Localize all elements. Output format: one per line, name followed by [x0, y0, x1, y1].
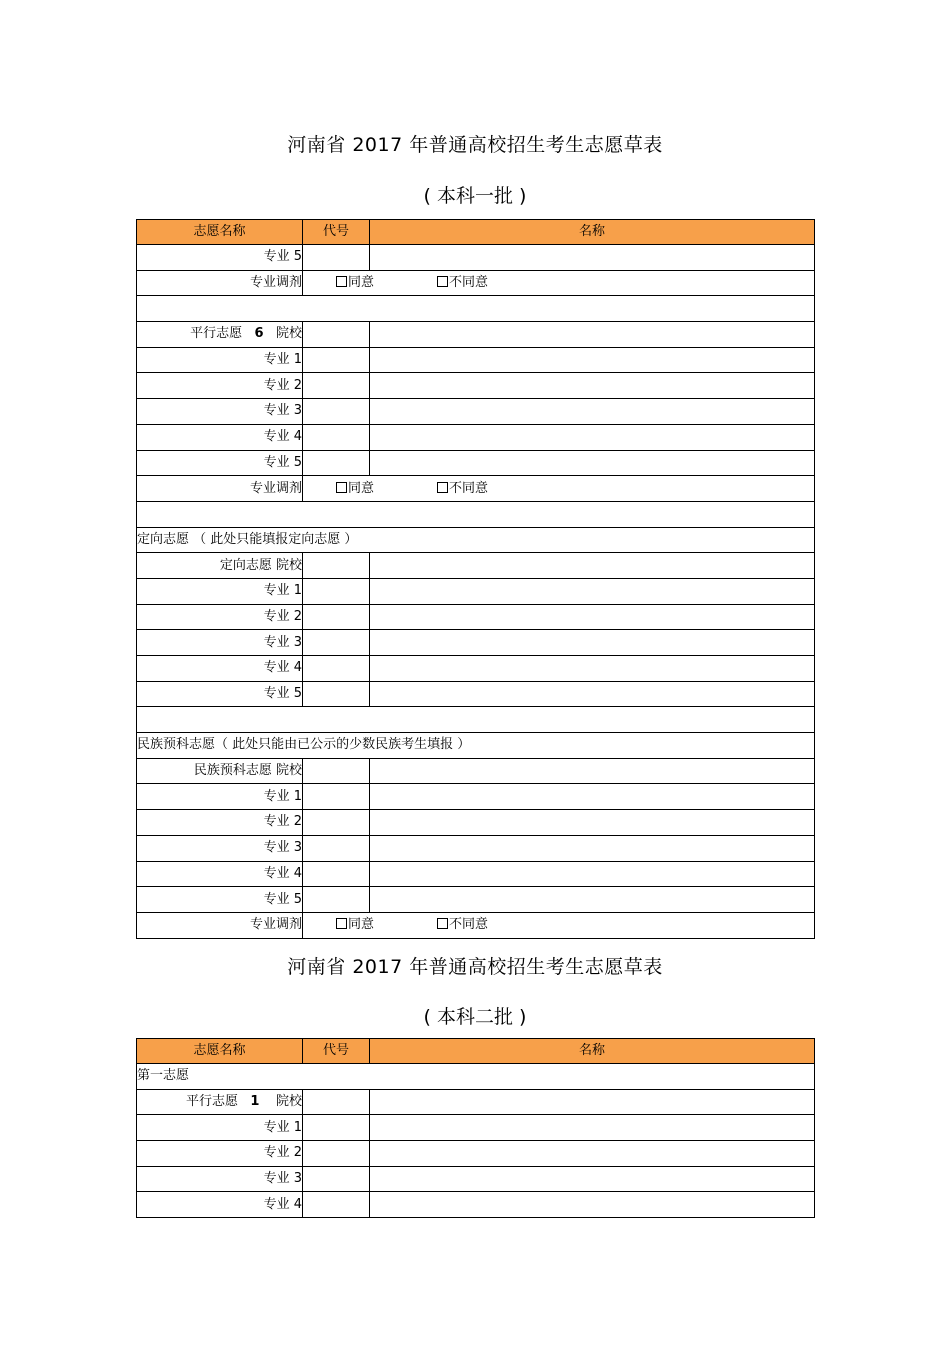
header-title: 名称	[370, 1039, 815, 1064]
row-label: 专业 3	[137, 1166, 303, 1192]
row-label: 专业 5	[137, 681, 303, 707]
name-cell[interactable]	[370, 835, 815, 861]
code-cell[interactable]	[303, 758, 370, 784]
code-cell[interactable]	[303, 245, 370, 271]
adjust-options	[303, 476, 815, 502]
checkbox-icon[interactable]	[437, 482, 448, 493]
name-cell[interactable]	[370, 758, 815, 784]
table-row	[137, 1064, 815, 1090]
school-label: 院校	[275, 326, 302, 342]
row-label: 专业 4	[137, 656, 303, 682]
code-cell[interactable]	[303, 399, 370, 425]
name-cell[interactable]	[370, 450, 815, 476]
name-cell[interactable]	[370, 810, 815, 836]
row-label	[137, 322, 303, 348]
table-row	[137, 707, 815, 733]
checkbox-icon[interactable]	[437, 918, 448, 929]
row-label: 专业 3	[137, 630, 303, 656]
row-label: 专业 3	[137, 399, 303, 425]
sheet1-title: 河南省 2017 年普通高校招生考生志愿草表	[287, 134, 663, 156]
table-row	[137, 347, 815, 373]
table-row	[137, 887, 815, 913]
disagree-option[interactable]	[437, 482, 488, 496]
code-cell[interactable]	[303, 887, 370, 913]
row-label: 民族预科志愿 院校	[137, 758, 303, 784]
code-cell[interactable]	[303, 424, 370, 450]
school-label: 院校	[275, 1094, 302, 1110]
row-label: 专业 2	[137, 1141, 303, 1167]
header-name: 志愿名称	[137, 1039, 303, 1064]
agree-option[interactable]	[336, 918, 374, 932]
table-row	[137, 912, 815, 938]
table-row	[137, 630, 815, 656]
row-label: 专业 1	[137, 347, 303, 373]
row-label: 专业 5	[137, 245, 303, 271]
table-row	[137, 810, 815, 836]
table-row	[137, 245, 815, 271]
name-cell[interactable]	[370, 373, 815, 399]
checkbox-icon[interactable]	[336, 482, 347, 493]
checkbox-icon[interactable]	[336, 276, 347, 287]
name-cell[interactable]	[370, 604, 815, 630]
table-row	[137, 399, 815, 425]
code-cell[interactable]	[303, 656, 370, 682]
name-cell[interactable]	[370, 424, 815, 450]
row-label: 专业 4	[137, 424, 303, 450]
sheet2-title: 河南省 2017 年普通高校招生考生志愿草表	[287, 956, 663, 978]
row-label: 专业调剂	[137, 270, 303, 296]
header-name: 志愿名称	[137, 220, 303, 245]
name-cell[interactable]	[370, 656, 815, 682]
name-cell[interactable]	[370, 578, 815, 604]
sheet2-table	[136, 1038, 815, 1218]
disagree-option[interactable]	[437, 918, 488, 932]
table-row	[137, 296, 815, 322]
name-cell[interactable]	[370, 630, 815, 656]
name-cell[interactable]	[370, 322, 815, 348]
name-cell[interactable]	[370, 1141, 815, 1167]
table-row	[137, 604, 815, 630]
table-row	[137, 373, 815, 399]
parallel-number: 6	[254, 326, 264, 342]
code-cell[interactable]	[303, 1115, 370, 1141]
row-label: 专业 2	[137, 810, 303, 836]
code-cell[interactable]	[303, 347, 370, 373]
name-cell[interactable]	[370, 1089, 815, 1115]
parallel-number: 1	[250, 1094, 260, 1110]
table-row	[137, 476, 815, 502]
name-cell[interactable]	[370, 245, 815, 271]
row-label: 专业 1	[137, 784, 303, 810]
code-cell[interactable]	[303, 322, 370, 348]
row-label: 专业 5	[137, 450, 303, 476]
blank-row	[137, 296, 815, 322]
table-row	[137, 681, 815, 707]
checkbox-icon[interactable]	[336, 918, 347, 929]
sheet1-table	[136, 219, 815, 939]
name-cell[interactable]	[370, 887, 815, 913]
blank-row	[137, 501, 815, 527]
parallel-label: 平行志愿	[190, 326, 243, 342]
row-label: 专业 3	[137, 835, 303, 861]
name-cell[interactable]	[370, 553, 815, 579]
code-cell[interactable]	[303, 553, 370, 579]
code-cell[interactable]	[303, 1141, 370, 1167]
row-label: 定向志愿 院校	[137, 553, 303, 579]
table-row	[137, 424, 815, 450]
name-cell[interactable]	[370, 1192, 815, 1218]
code-cell[interactable]	[303, 604, 370, 630]
name-cell[interactable]	[370, 861, 815, 887]
table-row	[137, 1192, 815, 1218]
table-row	[137, 656, 815, 682]
name-cell[interactable]	[370, 1115, 815, 1141]
adjust-options	[303, 912, 815, 938]
blank-row	[137, 707, 815, 733]
name-cell[interactable]	[370, 681, 815, 707]
code-cell[interactable]	[303, 681, 370, 707]
table-row	[137, 784, 815, 810]
name-cell[interactable]	[370, 399, 815, 425]
agree-option[interactable]	[336, 276, 374, 290]
table-row	[137, 553, 815, 579]
row-label: 专业 2	[137, 373, 303, 399]
row-label: 专业 2	[137, 604, 303, 630]
sheet1-subtitle: ( 本科一批 )	[423, 185, 527, 207]
table-row	[137, 450, 815, 476]
code-cell[interactable]	[303, 810, 370, 836]
table-row	[137, 1166, 815, 1192]
agree-label: 同意	[348, 275, 375, 291]
row-label: 专业调剂	[137, 476, 303, 502]
section-heading: 第一志愿	[137, 1064, 815, 1090]
table-row	[137, 501, 815, 527]
table-row	[137, 1115, 815, 1141]
row-label: 专业调剂	[137, 912, 303, 938]
disagree-label: 不同意	[449, 917, 489, 933]
disagree-label: 不同意	[449, 480, 489, 496]
parallel-label: 平行志愿	[185, 1094, 238, 1110]
code-cell[interactable]	[303, 630, 370, 656]
table-row	[137, 1089, 815, 1115]
table-row	[137, 835, 815, 861]
agree-option[interactable]	[336, 482, 374, 496]
row-label: 专业 5	[137, 887, 303, 913]
disagree-label: 不同意	[449, 275, 489, 291]
row-label	[137, 1089, 303, 1115]
code-cell[interactable]	[303, 1192, 370, 1218]
sheet2-subtitle: ( 本科二批 )	[423, 1006, 527, 1028]
table-row	[137, 733, 815, 759]
row-label: 专业 1	[137, 578, 303, 604]
code-cell[interactable]	[303, 861, 370, 887]
table-header	[137, 220, 815, 245]
code-cell[interactable]	[303, 578, 370, 604]
code-cell[interactable]	[303, 450, 370, 476]
table-row	[137, 861, 815, 887]
code-cell[interactable]	[303, 835, 370, 861]
code-cell[interactable]	[303, 1166, 370, 1192]
name-cell[interactable]	[370, 784, 815, 810]
name-cell[interactable]	[370, 347, 815, 373]
disagree-option[interactable]	[437, 276, 488, 290]
table-row	[137, 527, 815, 553]
header-code: 代号	[303, 1039, 370, 1064]
code-cell[interactable]	[303, 1089, 370, 1115]
row-label: 专业 4	[137, 1192, 303, 1218]
header-title: 名称	[370, 220, 815, 245]
row-label: 专业 1	[137, 1115, 303, 1141]
code-cell[interactable]	[303, 373, 370, 399]
table-row	[137, 758, 815, 784]
agree-label: 同意	[348, 917, 375, 933]
table-row	[137, 578, 815, 604]
checkbox-icon[interactable]	[437, 276, 448, 287]
code-cell[interactable]	[303, 784, 370, 810]
agree-label: 同意	[348, 480, 375, 496]
adjust-options	[303, 270, 815, 296]
name-cell[interactable]	[370, 1166, 815, 1192]
section-heading: 定向志愿 （ 此处只能填报定向志愿 ）	[137, 527, 815, 553]
table-header	[137, 1039, 815, 1064]
header-code: 代号	[303, 220, 370, 245]
section-heading: 民族预科志愿（ 此处只能由已公示的少数民族考生填报 ）	[137, 733, 815, 759]
table-row	[137, 1141, 815, 1167]
row-label: 专业 4	[137, 861, 303, 887]
table-row	[137, 322, 815, 348]
table-row	[137, 270, 815, 296]
